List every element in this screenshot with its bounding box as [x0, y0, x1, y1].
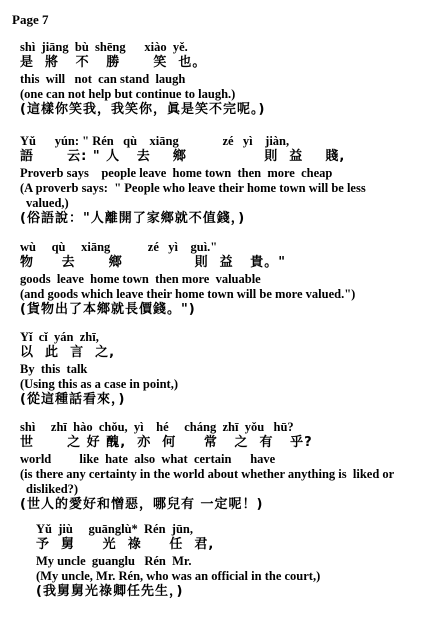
- chinese-line: 是 將 不 勝 笑 也。: [20, 55, 207, 70]
- chinese-line: (貨物出了本鄉就長價錢。"): [20, 302, 196, 317]
- english-line: By this talk: [20, 362, 88, 376]
- chinese-line: (從這種話看來，): [20, 392, 126, 407]
- pinyin-line: wù qù xiāng zé yì guì.": [20, 240, 218, 254]
- english-line: (My uncle, Mr. Rén, who was an official in the court,): [36, 569, 321, 583]
- chinese-line: 物 去 鄉 則 益 貴。": [20, 255, 287, 270]
- english-line: (is there any certainty in the world about whether anything is liked or: [20, 467, 395, 481]
- chinese-line: 以 此 言 之,: [20, 345, 116, 360]
- english-line: goods leave home town then more valuable: [20, 272, 261, 286]
- pinyin-line: Yǔ jiù guānglù* Rén jūn,: [36, 522, 193, 536]
- english-line: (one can not help but continue to laugh.): [20, 87, 236, 101]
- chinese-line: (我舅舅光祿卿任先生，): [36, 584, 184, 599]
- english-line: My uncle guanglu Rén Mr.: [36, 554, 192, 568]
- english-line: (and goods which leave their home town will be more valued."): [20, 287, 356, 301]
- english-line: world like hate also what certain have: [20, 452, 276, 466]
- pinyin-line: shì zhī hào chǒu, yì hé cháng zhī yǒu hū?: [20, 420, 294, 434]
- pinyin-line: shì jiāng bù shēng xiào yě.: [20, 40, 188, 54]
- chinese-line: (這樣你笑我，我笑你，眞是笑不完呢。): [20, 102, 266, 117]
- chinese-line: 予 舅 光 祿 任 君,: [36, 537, 215, 552]
- english-line: this will not can stand laugh: [20, 72, 186, 86]
- english-line: valued,): [26, 196, 69, 210]
- english-line: Proverb says people leave home town then more cheap: [20, 166, 333, 180]
- pinyin-line: Yǔ yún: " Rén qù xiāng zé yì jiàn,: [20, 134, 290, 148]
- page-number: Page 7: [12, 12, 49, 27]
- english-line: (A proverb says: " People who leave their home town will be less: [20, 181, 366, 195]
- chinese-line: (世人的愛好和憎惡，哪兒有 一定呢！): [20, 497, 264, 512]
- english-line: (Using this as a case in point,): [20, 377, 179, 391]
- chinese-line: (俗語說："人離開了家鄉就不值錢，): [20, 211, 246, 226]
- chinese-line: 世 之 好 醜, 亦 何 常 之 有 乎?: [20, 435, 313, 450]
- english-line: disliked?): [26, 482, 79, 496]
- chinese-line: 語 云: " 人 去 鄉 則 益 賤,: [20, 149, 346, 164]
- pinyin-line: Yǐ cǐ yán zhī,: [20, 330, 99, 344]
